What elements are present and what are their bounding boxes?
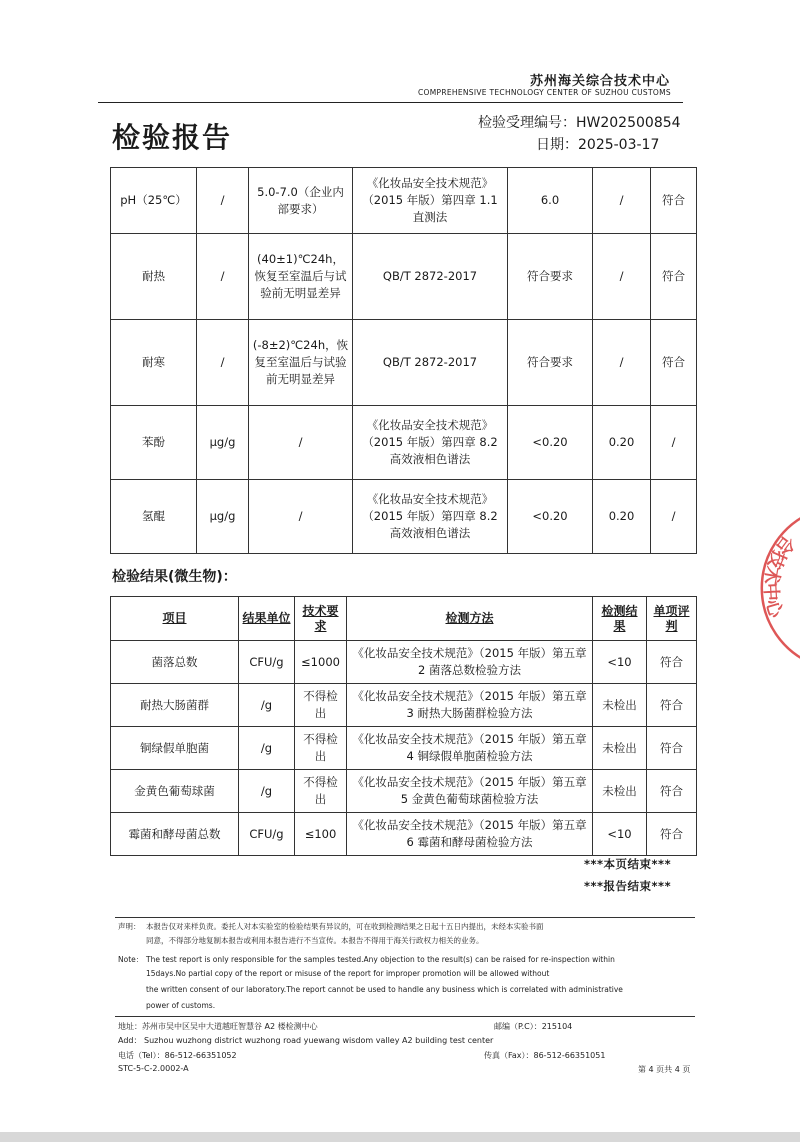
cell-unit: μg/g — [197, 480, 249, 554]
notes-divider-top — [115, 917, 695, 918]
cell-unit: / — [197, 234, 249, 320]
header-item: 项目 — [111, 597, 239, 641]
cell-judgement: 符合 — [647, 770, 697, 813]
cell-requirement: 不得检出 — [295, 684, 347, 727]
cell-result: <10 — [593, 813, 647, 856]
cell-item: 苯酚 — [111, 406, 197, 480]
header-unit: 结果单位 — [239, 597, 295, 641]
cell-limit: / — [593, 234, 651, 320]
page-end-mark: ***本页结束*** — [584, 857, 672, 871]
cell-judgement: 符合 — [647, 727, 697, 770]
section-title-microbiology: 检验结果(微生物)： — [112, 569, 237, 585]
cell-method: QB/T 2872-2017 — [353, 320, 508, 406]
cell-unit: μg/g — [197, 406, 249, 480]
fax: 传真（Fax）：86-512-66351051 — [484, 1051, 606, 1060]
cell-item: 耐寒 — [111, 320, 197, 406]
cell-judgement: / — [651, 406, 697, 480]
cell-result: 未检出 — [593, 770, 647, 813]
table-row — [111, 480, 697, 554]
header-judgement: 单项评判 — [647, 597, 697, 641]
header-result: 检测结果 — [593, 597, 647, 641]
table-row — [111, 406, 697, 480]
cell-item: 菌落总数 — [111, 641, 239, 684]
cell-method: 《化妆品安全技术规范》（2015 年版）第五章 2 菌落总数检验方法 — [347, 641, 593, 684]
cell-result: 6.0 — [508, 168, 593, 234]
results-table-micro — [110, 596, 697, 856]
cell-item: pH（25℃） — [111, 168, 197, 234]
header-divider — [98, 102, 683, 103]
cell-unit: /g — [239, 684, 295, 727]
cell-requirement: (-8±2)℃24h，恢复至室温后与试验前无明显差异 — [249, 320, 353, 406]
page-number: 第 4 页共 4 页 — [638, 1065, 691, 1074]
note-text-en-4: power of customs. — [146, 1001, 216, 1010]
acceptance-number: 检验受理编号：HW202500854 — [478, 115, 681, 131]
postcode: 邮编（P.C）：215104 — [494, 1022, 573, 1031]
table-row — [111, 320, 697, 406]
cell-requirement: / — [249, 406, 353, 480]
org-name-en: COMPREHENSIVE TECHNOLOGY CENTER OF SUZHOU CUSTOMS — [418, 88, 671, 97]
cell-requirement: / — [249, 480, 353, 554]
svg-text:合技术中心 — [760, 531, 800, 621]
cell-item: 耐热 — [111, 234, 197, 320]
cell-limit: / — [593, 320, 651, 406]
note-text-en-2: 15days.No partial copy of the report or misuse of the report for improper promotion will be allowed without — [146, 969, 550, 978]
declaration-label-cn: 声明： — [118, 922, 141, 931]
cell-judgement: 符合 — [647, 813, 697, 856]
cell-method: 《化妆品安全技术规范》（2015 年版）第四章 8.2 高效液相色谱法 — [353, 480, 508, 554]
cell-method: 《化妆品安全技术规范》（2015 年版）第五章 6 霉菌和酵母菌检验方法 — [347, 813, 593, 856]
cell-requirement: ≤100 — [295, 813, 347, 856]
header-requirement: 技术要求 — [295, 597, 347, 641]
table-row — [111, 684, 697, 727]
cell-method: 《化妆品安全技术规范》（2015 年版）第五章 5 金黄色葡萄球菌检验方法 — [347, 770, 593, 813]
note-text-en-1: The test report is only responsible for the samples tested.Any objection to the result(s) can be raised for re-inspection within — [146, 955, 615, 964]
page-title: 检验报告 — [112, 121, 233, 154]
cell-item: 氢醌 — [111, 480, 197, 554]
org-name-cn: 苏州海关综合技术中心 — [530, 74, 671, 89]
cell-unit: /g — [239, 770, 295, 813]
cell-judgement: 符合 — [651, 320, 697, 406]
cell-result: 未检出 — [593, 684, 647, 727]
table-row — [111, 641, 697, 684]
cell-method: QB/T 2872-2017 — [353, 234, 508, 320]
cell-unit: / — [197, 320, 249, 406]
cell-judgement: 符合 — [651, 234, 697, 320]
scan-bottom-band — [0, 1132, 800, 1142]
table-row — [111, 234, 697, 320]
document-code: STC-5-C-2.0002-A — [118, 1064, 189, 1073]
notes-divider-bottom — [115, 1016, 695, 1017]
report-end-mark: ***报告结束*** — [584, 879, 672, 893]
address-en: Add： Suzhou wuzhong district wuzhong road yuewang wisdom valley A2 building test center — [118, 1036, 494, 1045]
table-row — [111, 813, 697, 856]
cell-requirement: 不得检出 — [295, 727, 347, 770]
declaration-text-cn-2: 同意，不得部分地复制本报告或利用本报告进行不当宣传。本报告不得用于海关行政权力相关的业务。 — [146, 936, 484, 945]
cell-unit: /g — [239, 727, 295, 770]
cell-limit: 0.20 — [593, 480, 651, 554]
cell-limit: 0.20 — [593, 406, 651, 480]
cell-judgement: 符合 — [651, 168, 697, 234]
cell-requirement: 5.0-7.0（企业内部要求） — [249, 168, 353, 234]
cell-item: 耐热大肠菌群 — [111, 684, 239, 727]
cell-unit: / — [197, 168, 249, 234]
results-table-chem — [110, 167, 697, 554]
telephone: 电话（Tel）：86-512-66351052 — [118, 1051, 237, 1060]
header-method: 检测方法 — [347, 597, 593, 641]
cell-result: 未检出 — [593, 727, 647, 770]
note-text-en-3: the written consent of our laboratory.The report cannot be used to handle any business which is correlated with administrative — [146, 985, 623, 994]
cell-method: 《化妆品安全技术规范》（2015 年版）第五章 4 铜绿假单胞菌检验方法 — [347, 727, 593, 770]
cell-judgement: 符合 — [647, 641, 697, 684]
note-label-en: Note： — [118, 955, 144, 964]
report-date: 日期：2025-03-17 — [536, 137, 660, 153]
cell-result: <10 — [593, 641, 647, 684]
cell-result: 符合要求 — [508, 320, 593, 406]
cell-judgement: / — [651, 480, 697, 554]
cell-result: <0.20 — [508, 406, 593, 480]
seal-text: 合技术中心 — [759, 531, 799, 621]
cell-method: 《化妆品安全技术规范》（2015 年版）第四章 1.1 直测法 — [353, 168, 508, 234]
table-header-row — [111, 597, 697, 641]
cell-method: 《化妆品安全技术规范》（2015 年版）第五章 3 耐热大肠菌群检验方法 — [347, 684, 593, 727]
declaration-text-cn-1: 本报告仅对来样负责。委托人对本实验室的检验结果有异议的，可在收到检测结果之日起十五日内提出，未经本实验书面 — [146, 922, 544, 931]
cell-item: 金黄色葡萄球菌 — [111, 770, 239, 813]
cell-requirement: ≤1000 — [295, 641, 347, 684]
address-cn: 地址：苏州市吴中区吴中大道越旺智慧谷 A2 楼检测中心 — [118, 1022, 318, 1031]
cell-limit: / — [593, 168, 651, 234]
cell-result: 符合要求 — [508, 234, 593, 320]
cell-item: 铜绿假单胞菌 — [111, 727, 239, 770]
cell-method: 《化妆品安全技术规范》（2015 年版）第四章 8.2 高效液相色谱法 — [353, 406, 508, 480]
table-row — [111, 168, 697, 234]
cell-judgement: 符合 — [647, 684, 697, 727]
official-seal — [718, 508, 800, 668]
cell-unit: CFU/g — [239, 641, 295, 684]
cell-unit: CFU/g — [239, 813, 295, 856]
table-row — [111, 770, 697, 813]
table-row — [111, 727, 697, 770]
cell-requirement: 不得检出 — [295, 770, 347, 813]
cell-item: 霉菌和酵母菌总数 — [111, 813, 239, 856]
cell-result: <0.20 — [508, 480, 593, 554]
cell-requirement: (40±1)℃24h，恢复至室温后与试验前无明显差异 — [249, 234, 353, 320]
